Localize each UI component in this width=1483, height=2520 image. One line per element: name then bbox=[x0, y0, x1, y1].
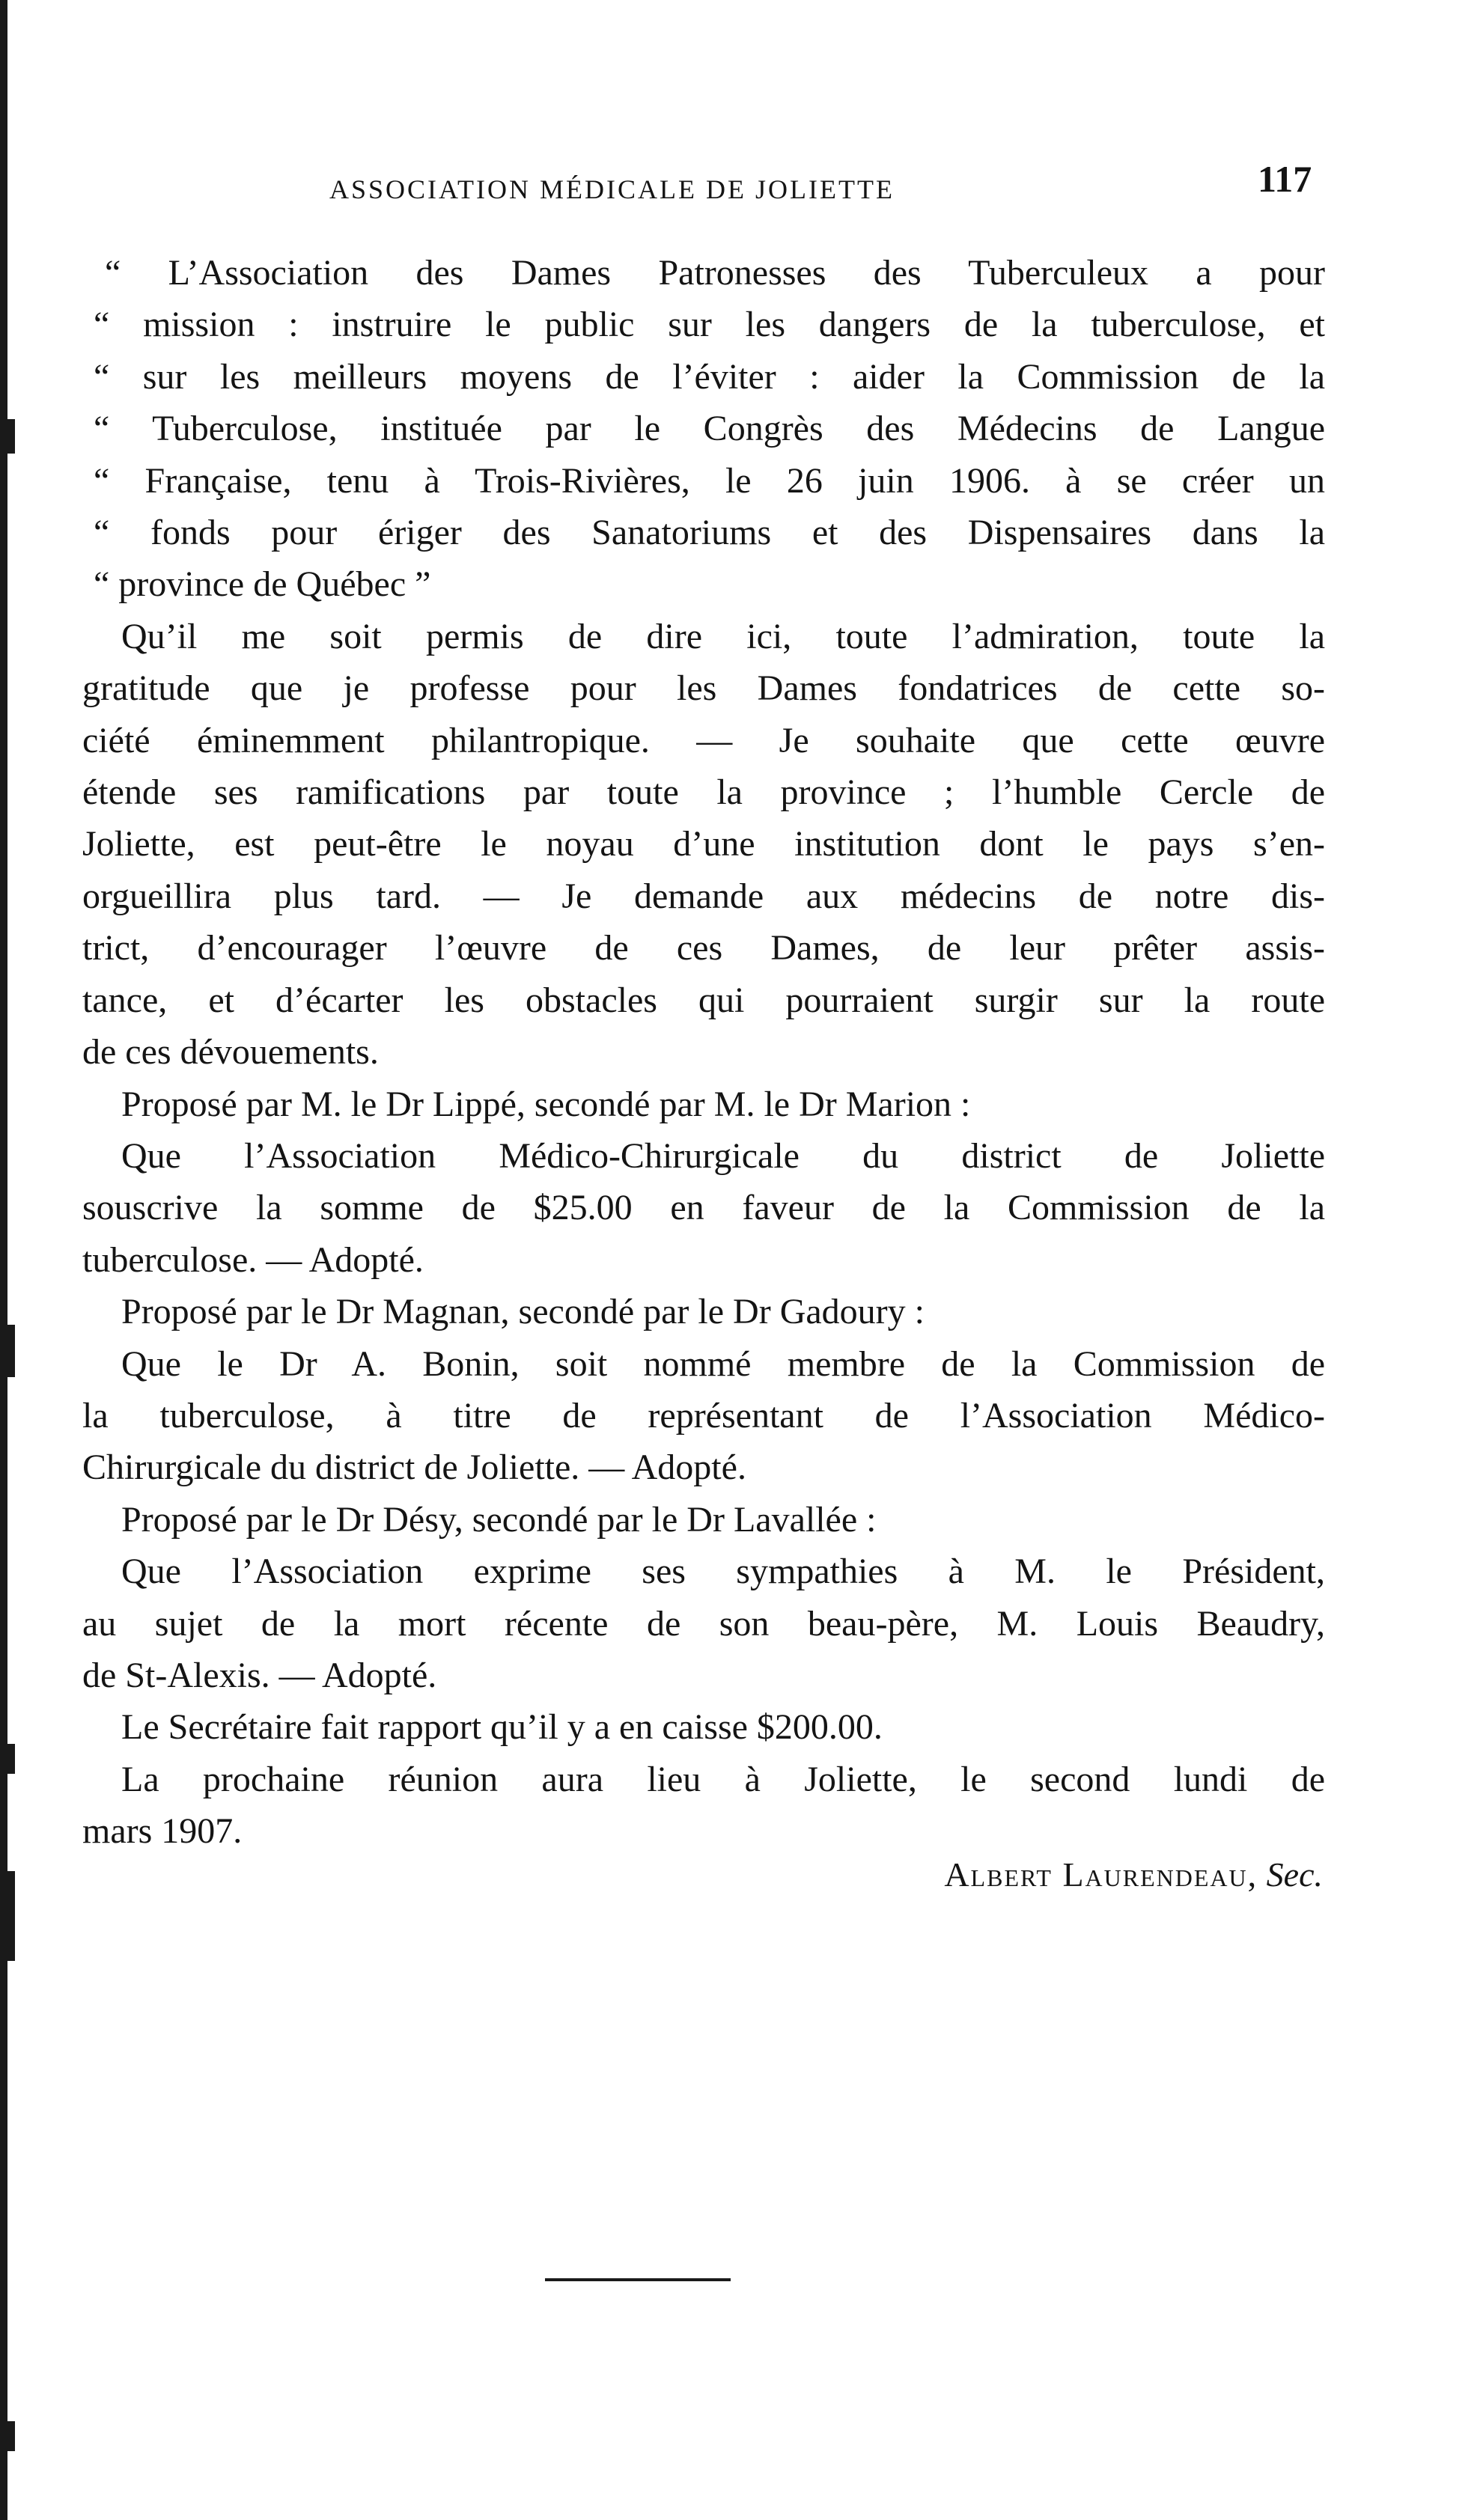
edge-mark bbox=[4, 419, 15, 454]
end-rule bbox=[545, 2278, 731, 2281]
signature-title: Sec. bbox=[1266, 1855, 1323, 1894]
text-line: tance, et d’écarter les obstacles qui pourraient surgir sur la route bbox=[82, 980, 1325, 1020]
edge-mark bbox=[4, 1744, 15, 1774]
text-line: “ sur les meilleurs moyens de l’éviter : aider la Commission de la bbox=[94, 356, 1325, 397]
text-line: Que le Dr A. Bonin, soit nommé membre de la Commission de bbox=[121, 1343, 1325, 1384]
edge-mark bbox=[4, 1871, 15, 1961]
text-line: Chirurgicale du district de Joliette. — Adopté. bbox=[82, 1447, 746, 1488]
text-line: gratitude que je professe pour les Dames fondatrices de cette so- bbox=[82, 668, 1325, 709]
text-line: Proposé par le Dr Désy, secondé par le Dr Lavallée : bbox=[121, 1499, 877, 1540]
text-line: la tuberculose, à titre de représentant de l’Association Médico- bbox=[82, 1395, 1325, 1436]
text-line: “ mission : instruire le public sur les dangers de la tuberculose, et bbox=[94, 305, 1325, 345]
body-text bbox=[82, 247, 1325, 1858]
text-line: Que l’Association exprime ses sympathies à M. le Président, bbox=[121, 1552, 1325, 1592]
text-line: ciété éminemment philantropique. — Je souhaite que cette œuvre bbox=[82, 720, 1325, 760]
page-number: 117 bbox=[1258, 158, 1312, 200]
page-left-edge bbox=[0, 0, 7, 2520]
text-line: “ Tuberculose, instituée par le Congrès des Médecins de Langue bbox=[94, 409, 1325, 449]
text-line: “ L’Association des Dames Patronesses des Tuberculeux a pour bbox=[105, 253, 1325, 293]
text-line: souscrive la somme de $25.00 en faveur de la Commission de la bbox=[82, 1188, 1325, 1228]
text-line: Que l’Association Médico-Chirurgicale du district de Joliette bbox=[121, 1135, 1325, 1176]
edge-mark bbox=[4, 1325, 15, 1377]
text-line: Le Secrétaire fait rapport qu’il y a en caisse $200.00. bbox=[121, 1707, 883, 1748]
text-line: La prochaine réunion aura lieu à Joliette, le second lundi de bbox=[121, 1759, 1325, 1799]
text-line: “ fonds pour ériger des Sanatoriums et des Dispensaires dans la bbox=[94, 513, 1325, 553]
text-line: Proposé par le Dr Magnan, secondé par le Dr Gadoury : bbox=[121, 1292, 925, 1332]
text-line: au sujet de la mort récente de son beau-père, M. Louis Beaudry, bbox=[82, 1603, 1325, 1644]
text-line: Qu’il me soit permis de dire ici, toute l’admiration, toute la bbox=[121, 616, 1325, 656]
text-line: Proposé par M. le Dr Lippé, secondé par M. le Dr Marion : bbox=[121, 1084, 971, 1124]
signature-name: Albert Laurendeau, bbox=[944, 1855, 1258, 1894]
text-line: de ces dévouements. bbox=[82, 1032, 379, 1073]
text-line: “ Française, tenu à Trois-Rivières, le 26 juin 1906. à se créer un bbox=[94, 460, 1325, 501]
running-title: ASSOCIATION MÉDICALE DE JOLIETTE bbox=[329, 174, 895, 204]
text-line: mars 1907. bbox=[82, 1811, 243, 1852]
text-line: Joliette, est peut-être le noyau d’une institution dont le pays s’en- bbox=[82, 824, 1325, 864]
text-line: étende ses ramifications par toute la province ; l’humble Cercle de bbox=[82, 772, 1325, 813]
text-line: de St-Alexis. — Adopté. bbox=[82, 1655, 437, 1695]
text-line: tuberculose. — Adopté. bbox=[82, 1239, 424, 1280]
text-line: trict, d’encourager l’œuvre de ces Dames, de leur prêter assis- bbox=[82, 928, 1325, 968]
signature bbox=[944, 1855, 1323, 1894]
text-line: orgueillira plus tard. — Je demande aux médecins de notre dis- bbox=[82, 876, 1325, 916]
edge-mark bbox=[4, 2421, 15, 2451]
text-line: “ province de Québec ” bbox=[94, 564, 431, 605]
